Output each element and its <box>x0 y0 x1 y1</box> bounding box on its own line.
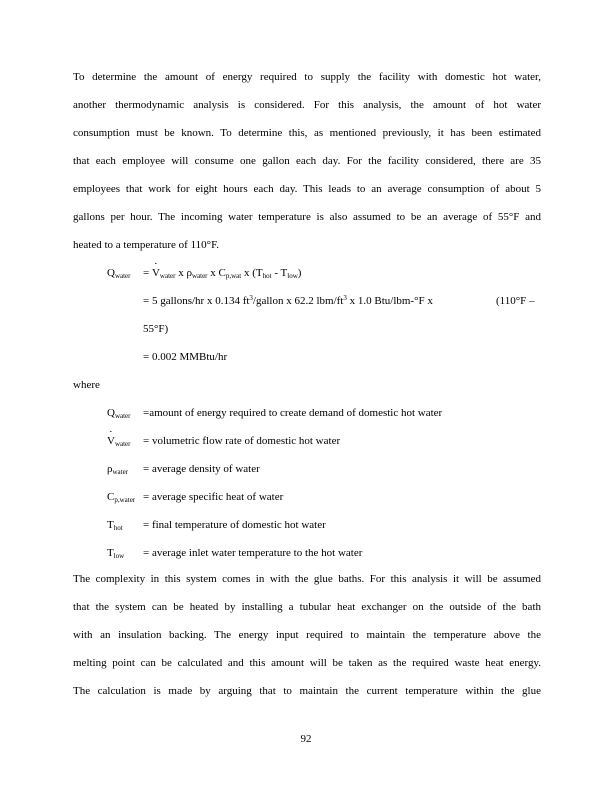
equation-line-1: = · $V_{water}$ x $\rho_{water}$ x $C_{p,wat}$ x $(T_{hot} - T_{low})$ <box>143 267 301 280</box>
def-desc-rho-water: = average density of water <box>143 463 260 475</box>
paragraph-2-line-2: that the system can be heated by installing a tubular heat exchanger on the outside of the bath <box>73 601 541 613</box>
paragraph-2-line-1: The complexity in this system comes in with the glue baths. For this analysis it will be assumed <box>73 573 541 585</box>
paragraph-2-line-5: The calculation is made by arguing that to maintain the current temperature within the glue <box>73 685 541 697</box>
def-desc-cp-water: = average specific heat of water <box>143 491 284 503</box>
paragraph-1-line-6: gallons per hour. The incoming water temperature is also assumed to be an average of 55°F and <box>73 211 541 223</box>
def-desc-v-water: = volumetric flow rate of domestic hot water <box>143 435 341 447</box>
equation-line-2: = 5 gallons/hr x 0.134 $ft^3$/gallon x 62.2 lbm/$ft^3$ x 1.0 Btu/lbm-°F x <box>143 294 433 307</box>
def-desc-t-low: = average inlet water temperature to the hot water <box>143 547 363 559</box>
def-symbol-t-hot: $T_{hot}$ <box>107 519 123 532</box>
paragraph-2-line-4: melting point can be calculated and this amount will be taken as the required waste heat energy. <box>73 657 541 669</box>
equation-line-4: = 0.002 MMBtu/hr <box>143 351 228 363</box>
paragraph-1-line-1: To determine the amount of energy required to supply the facility with domestic hot water, <box>73 71 541 83</box>
equation-line-2-tail: (110°F – <box>496 295 535 307</box>
equation-line-3: 55°F) <box>143 323 169 335</box>
def-symbol-cp-water: $C_{p,water}$ <box>107 491 136 504</box>
def-desc-q-water: =amount of energy required to create demand of domestic hot water <box>143 407 443 419</box>
def-symbol-rho-water: $\rho_{water}$ <box>107 463 129 476</box>
paragraph-1-line-3: consumption must be known. To determine this, as mentioned previously, it has been estimated <box>73 127 541 139</box>
paragraph-2-line-3: with an insulation backing. The energy input required to maintain the temperature above the <box>73 629 541 641</box>
def-desc-t-hot: = final temperature of domestic hot water <box>143 519 326 531</box>
paragraph-1-line-2: another thermodynamic analysis is considered. For this analysis, the amount of hot water <box>73 99 541 111</box>
paragraph-1-line-4: that each employee will consume one gallon each day. For the facility considered, there are 35 <box>73 155 541 167</box>
equation-lhs: $Q_{water}$ <box>107 267 131 280</box>
paragraph-1-line-7: heated to a temperature of 110°F. <box>73 239 220 251</box>
page-number: 92 <box>300 733 312 745</box>
where-label: where <box>73 379 100 391</box>
def-symbol-q-water: $Q_{water}$ <box>107 407 131 420</box>
def-symbol-v-water: · $V_{water}$ <box>107 435 131 448</box>
def-symbol-t-low: $T_{low}$ <box>107 547 125 560</box>
paragraph-1-line-5: employees that work for eight hours each day. This leads to an average consumption of about 5 <box>73 183 541 195</box>
